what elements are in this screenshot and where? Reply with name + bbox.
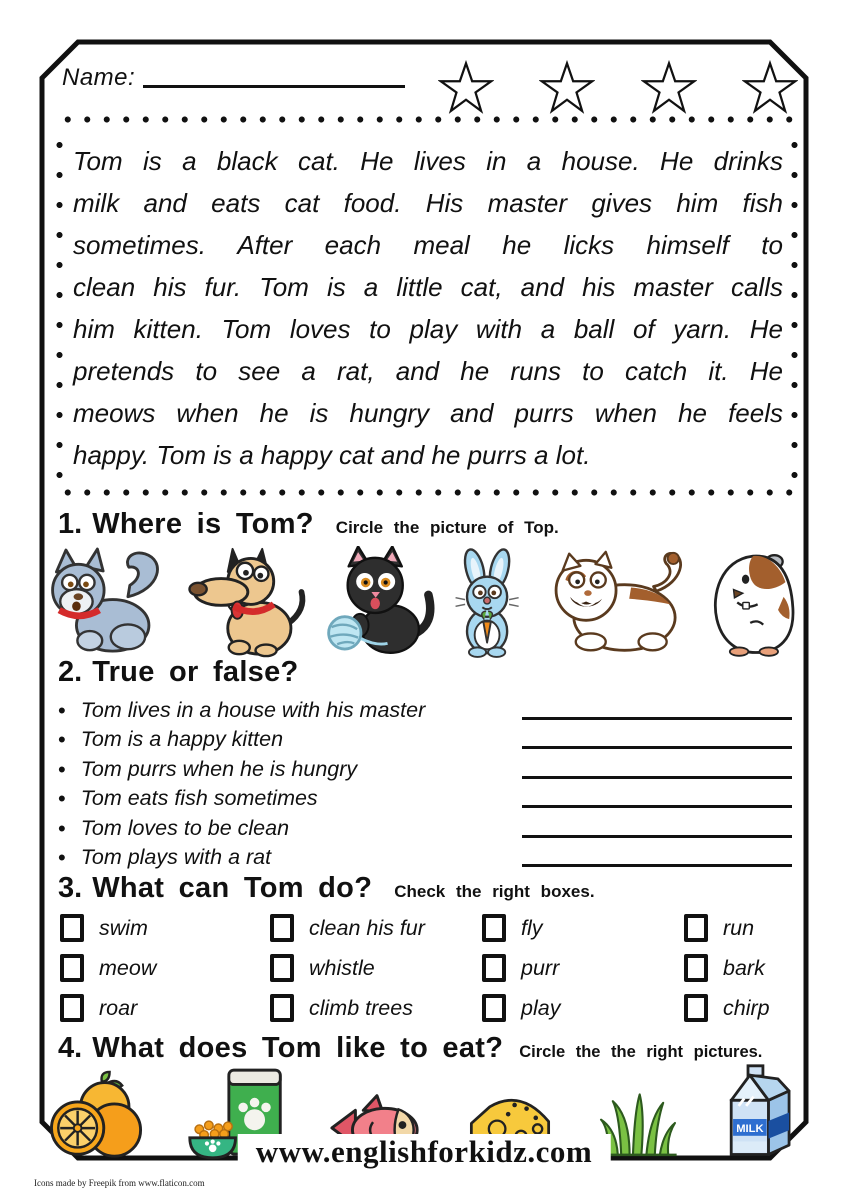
question-title: True or false? xyxy=(92,656,299,688)
checkbox-roar[interactable] xyxy=(60,994,84,1022)
bullet-icon: • xyxy=(58,756,66,782)
star-rating-row xyxy=(438,60,798,116)
name-label: Name: xyxy=(62,64,136,91)
statement-text: Tom plays with a rat xyxy=(80,845,272,869)
passage-line: meows when he is hungry and purrs when he feels xyxy=(73,398,783,428)
white-brown-cat-icon[interactable] xyxy=(542,546,692,658)
checkbox-purr[interactable] xyxy=(482,954,506,982)
statement-text: Tom eats fish sometimes xyxy=(80,786,318,810)
bullet-icon: • xyxy=(58,697,66,723)
dotted-border-left xyxy=(56,130,63,482)
oranges-icon[interactable] xyxy=(48,1070,146,1162)
answer-write-line[interactable] xyxy=(522,835,792,838)
gray-cat-icon[interactable] xyxy=(44,546,168,658)
checkbox-label: bark xyxy=(723,955,765,980)
star-icon xyxy=(539,60,595,116)
dotted-border-bottom xyxy=(58,489,796,496)
question-2-heading xyxy=(58,656,299,689)
animal-picture-row xyxy=(44,540,804,658)
true-false-item xyxy=(58,842,792,872)
checkbox-option xyxy=(270,908,482,948)
answer-write-line[interactable] xyxy=(522,776,792,779)
checkbox-label: roar xyxy=(99,995,138,1020)
statement-text: Tom is a happy kitten xyxy=(80,727,284,751)
question-1-heading xyxy=(58,508,559,541)
dotted-border-top xyxy=(58,116,796,123)
checkbox-option xyxy=(684,988,814,1028)
question-title: What can Tom do? xyxy=(92,872,373,904)
checkbox-label: chirp xyxy=(723,995,770,1020)
checkbox-swim[interactable] xyxy=(60,914,84,942)
reading-passage xyxy=(73,140,783,476)
checkbox-fly[interactable] xyxy=(482,914,506,942)
checkbox-option xyxy=(270,988,482,1028)
question-instruction: Circle the picture of Top. xyxy=(335,518,559,537)
bullet-icon: • xyxy=(58,845,66,870)
dog-icon[interactable] xyxy=(178,546,312,658)
checkbox-option xyxy=(60,908,270,948)
question-number: 4. xyxy=(58,1032,83,1064)
checkbox-option xyxy=(684,908,814,948)
statement-text: Tom purrs when he is hungry xyxy=(80,756,358,781)
checkbox-option xyxy=(60,988,270,1028)
statement-text: Tom lives in a house with his master xyxy=(80,697,426,722)
answer-write-line[interactable] xyxy=(522,717,792,720)
checkbox-label: swim xyxy=(99,915,148,940)
checkbox-grid xyxy=(60,908,814,1028)
question-instruction: Check the right boxes. xyxy=(394,882,595,901)
checkbox-climb-trees[interactable] xyxy=(270,994,294,1022)
question-3-heading xyxy=(58,872,595,905)
passage-line: sometimes. After each meal he licks himself to xyxy=(73,230,783,260)
checkbox-clean-his-fur[interactable] xyxy=(270,914,294,942)
true-false-item xyxy=(58,812,792,842)
milk-carton-icon[interactable] xyxy=(720,1062,804,1162)
passage-line: Tom is a black cat. He lives in a house. He drinks xyxy=(73,146,783,176)
website-url: www.englishforkidz.com xyxy=(238,1134,611,1170)
checkbox-column xyxy=(684,908,814,1028)
question-number: 2. xyxy=(58,656,83,688)
checkbox-label: climb trees xyxy=(309,995,413,1020)
question-number: 1. xyxy=(58,508,83,540)
bullet-icon: • xyxy=(58,727,66,752)
passage-line: milk and eats cat food. His master gives him fish xyxy=(73,188,783,218)
icon-credit-text: Icons made by Freepik from www.flaticon.com xyxy=(34,1178,205,1188)
bullet-icon: • xyxy=(58,786,66,811)
checkbox-option xyxy=(270,948,482,988)
checkbox-option xyxy=(482,908,684,948)
bullet-icon: • xyxy=(58,815,66,841)
star-icon xyxy=(742,60,798,116)
checkbox-label: fly xyxy=(521,915,543,940)
statement-text: Tom loves to be clean xyxy=(80,815,290,840)
checkbox-meow[interactable] xyxy=(60,954,84,982)
question-number: 3. xyxy=(58,872,83,904)
checkbox-label: clean his fur xyxy=(309,915,425,940)
question-title: Where is Tom? xyxy=(92,508,314,540)
checkbox-label: whistle xyxy=(309,955,375,980)
answer-write-line[interactable] xyxy=(522,746,792,749)
answer-write-line[interactable] xyxy=(522,864,792,867)
star-icon xyxy=(438,60,494,116)
question-instruction: Circle the the right pictures. xyxy=(519,1043,763,1061)
checkbox-option xyxy=(684,948,814,988)
checkbox-whistle[interactable] xyxy=(270,954,294,982)
true-false-item xyxy=(58,694,792,724)
guinea-pig-icon[interactable] xyxy=(702,546,804,658)
checkbox-option xyxy=(482,948,684,988)
checkbox-column xyxy=(270,908,482,1028)
passage-box xyxy=(56,116,798,496)
black-cat-yarn-icon[interactable] xyxy=(322,546,436,658)
answer-write-line[interactable] xyxy=(522,805,792,808)
checkbox-run[interactable] xyxy=(684,914,708,942)
passage-line: him kitten. Tom loves to play with a ball of yarn. He xyxy=(73,314,783,344)
dotted-border-right xyxy=(791,130,798,482)
star-icon xyxy=(641,60,697,116)
question-4-heading xyxy=(58,1032,762,1065)
rabbit-icon[interactable] xyxy=(446,546,532,658)
checkbox-chirp[interactable] xyxy=(684,994,708,1022)
checkbox-option xyxy=(60,948,270,988)
true-false-item xyxy=(58,783,792,813)
passage-line: happy. Tom is a happy cat and he purrs a lot. xyxy=(73,440,591,470)
milk-label: MILK xyxy=(736,1123,764,1136)
passage-line: clean his fur. Tom is a little cat, and his master calls xyxy=(73,272,783,302)
true-false-item xyxy=(58,724,792,754)
true-false-list xyxy=(58,694,792,871)
checkbox-label: meow xyxy=(99,955,157,980)
checkbox-label: run xyxy=(723,915,755,940)
checkbox-play[interactable] xyxy=(482,994,506,1022)
passage-line: pretends to see a rat, and he runs to catch it. He xyxy=(73,356,783,386)
checkbox-bark[interactable] xyxy=(684,954,708,982)
checkbox-option xyxy=(482,988,684,1028)
true-false-item xyxy=(58,753,792,783)
question-title: What does Tom like to eat? xyxy=(92,1032,504,1064)
name-field xyxy=(62,64,405,92)
name-write-line[interactable] xyxy=(143,85,405,88)
checkbox-label: purr xyxy=(521,955,560,980)
checkbox-column xyxy=(482,908,684,1028)
checkbox-column xyxy=(60,908,270,1028)
checkbox-label: play xyxy=(521,995,561,1020)
